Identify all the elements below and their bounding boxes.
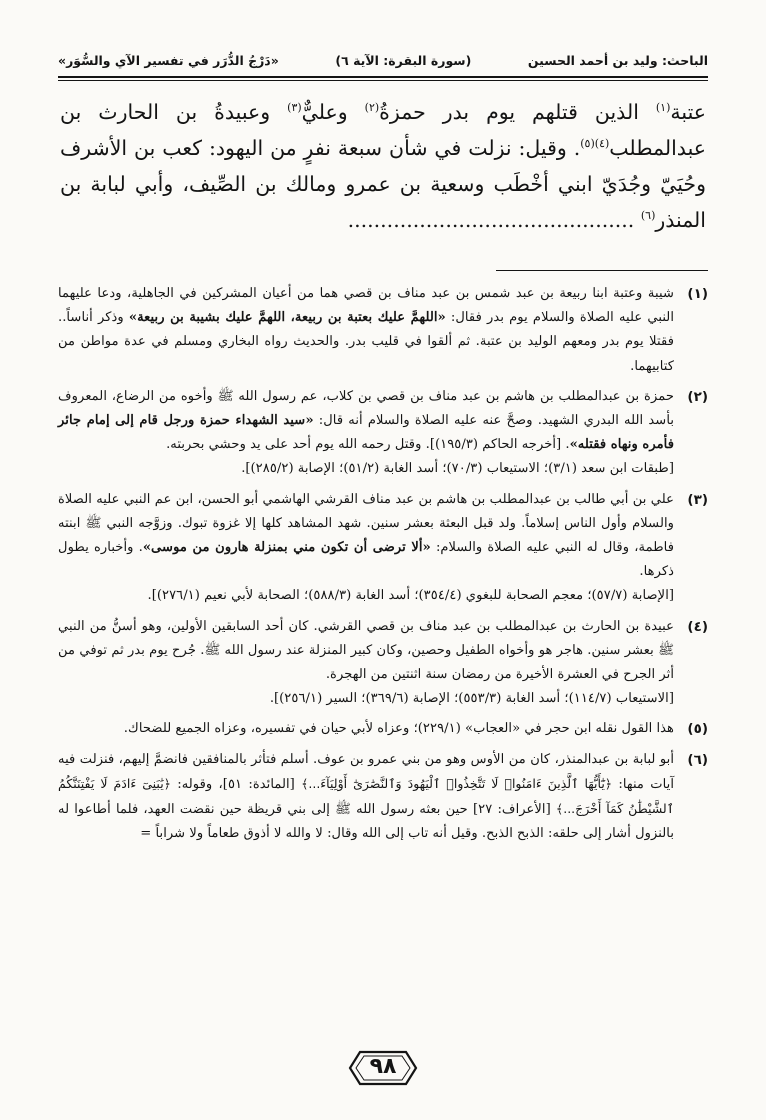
page-number-badge — [346, 1048, 420, 1088]
footnote — [58, 717, 708, 741]
footnote-sources: [الإصابة (٥٧/٧)؛ معجم الصحابة للبغوي (٣٥٤/٤)؛ أسد الغابة (٥٨٨/٣)؛ الصحابة لأبي نعيم (٢٧٦/١)]. — [147, 588, 674, 604]
footnote-number: (١) — [687, 286, 708, 302]
footnote-text: [المائدة: ٥١]، وقوله: — [171, 776, 302, 792]
footnote — [58, 748, 708, 847]
footnote-ref[interactable]: (١) — [655, 101, 671, 115]
footnote-number: (٥) — [687, 721, 708, 738]
footnote-text: . [أخرجه الحاكم (١٩٥/٣)]. وقتل رحمه الله يوم أحد على يد وحشي بحربته. — [166, 437, 570, 453]
hadith-quote: «ألا ترضى أن تكون مني بمنزلة هارون من موسى» — [142, 540, 431, 556]
footnote-text: [الأعراف: ٢٧] حين بعثه رسول الله ﷺ إلى بني قريظة حين نقضت العهد، فلما أطاعوا له بالنزول أشار إلى حلقه: الذبح الذبح. وقيل أنه تاب إلى الله وقال: لا والله لا أذوق طعاماً ولا شراباً = — [58, 802, 674, 842]
footnote — [58, 615, 708, 712]
footnote-body — [58, 748, 674, 847]
footnote-ref[interactable]: (٦) — [640, 209, 656, 223]
footnote-sources: [طبقات ابن سعد (٣/١)؛ الاستيعاب (٧٠/٣)؛ أسد الغابة (٥١/٢)؛ الإصابة (٢٨٥/٢)]. — [241, 461, 674, 477]
footnote-body — [58, 488, 674, 609]
footnote-text: حمزة بن عبدالمطلب بن هاشم بن عبد مناف بن قصي بن كلاب، عم رسول الله ﷺ وأخوه من الرضاع، المعروف بأسد الله البدري الشهيد. وصحَّ عنه عليه الصلاة والسلام أنه قال: — [58, 388, 675, 429]
footnote-text: علي بن أبي طالب بن عبدالمطلب بن هاشم بن عبد مناف القرشي الهاشمي أبو الحسن، ابن عم النبي عليه الصلاة والسلام وأول الناس إسلاماً. ولد قبل البعثة بعشر سنين. شهد المشاهد كلها إلا غزوة تبوك. وزوَّجه النبي ﷺ ابنته فاطمة، وقال له النبي عليه الصلاة والسلام: — [58, 491, 675, 556]
footnote-number: (٦) — [687, 751, 708, 768]
footnote-ref[interactable]: (٣) — [287, 101, 302, 115]
footnote-number: (٢) — [687, 388, 708, 405]
header-author: الباحث: وليد بن أحمد الحسين — [527, 52, 708, 68]
footnote-body — [58, 615, 674, 712]
footnote-number: (٤) — [687, 618, 708, 635]
footnote-body — [58, 385, 674, 482]
footnote-text: هذا القول نقله ابن حجر في «العجاب» (٢٢٩/١)؛ وعزاه لأبي حيان في تفسيره، وعزاه الجميع للضحاك. — [123, 721, 674, 737]
footnote — [58, 488, 708, 609]
continuation-dots: ............................................ — [347, 208, 635, 232]
footnote-text: عبيدة بن الحارث بن عبدالمطلب بن عبد مناف بن قصي القرشي. كان أحد السابقين الأولين، وهو أسنُّ من النبي ﷺ بعشر سنين. هاجر هو وأخواه الطفيل وحصين، وكان كبير المنزلة عند رسول الله ﷺ. جُرح يوم بدر ثم توفي من أثر الجرح في العشرة الأخيرة من رمضان سنة اثنتين من الهجرة. — [58, 618, 674, 683]
quran-verse: ﴿يَٰٓأَيُّهَا ٱلَّذِينَ ءَامَنُوا۟ لَا تَتَّخِذُوا۟ ٱلْيَهُودَ وَٱلنَّصَٰرَىٰٓ أَوْلِيَآءَ...﴾ — [301, 775, 613, 791]
footnote-body — [58, 282, 674, 379]
footnote — [58, 282, 708, 379]
footnote-body — [58, 717, 674, 741]
header-rule — [58, 76, 708, 81]
footnote-text: وذكر أناساً.. فقتلا يوم بدر ومعهم الوليد بن عتبة. ثم ألقوا في قليب بدر. والحديث رواه البخاري ومسلم في عدة مواطن من كتابيهما. — [58, 310, 674, 374]
footnote-rule — [496, 270, 708, 271]
header-book-title: «دَرْجُ الدُّرَر في تفسير الآي والسُّوَر» — [58, 52, 279, 68]
book-page — [58, 36, 708, 1096]
footnote — [58, 385, 708, 482]
quran-verse: ﴿يَٰبَنِىٓ ءَادَمَ لَا يَفْتِنَنَّكُمُ ٱلشَّيْطَٰنُ كَمَآ أَخْرَجَ...﴾ — [58, 775, 675, 817]
footnotes — [58, 282, 708, 852]
hadith-quote: «اللهمَّ عليك بعتبة بن ربيعة، اللهمَّ عليك بشيبة بن ربيعة» — [128, 310, 446, 326]
header-surah: (سورة البقرة: الآية ٦) — [335, 52, 472, 68]
page-number: ٩٨ — [369, 1054, 397, 1079]
footnote-ref[interactable]: (٢) — [364, 101, 380, 115]
footnote-text: . وأخباره يطول ذكرها. — [58, 540, 674, 580]
hadith-quote: «سيد الشهداء حمزة ورجل قام إلى إمام جائر فأمره ونهاه فقتله» — [58, 413, 674, 453]
running-header — [58, 46, 708, 74]
main-text: عتبة$^{(١)}$ الذين قتلهم يوم بدر حمزةُ$^{(٢)}$ وعليٌّ$^{(٣)}$ وعبيدةُ بن الحارث بن عبدالمطلب$^{(٤)(٥)}$. وقيل: نزلت في شأن سبعة نفرٍ من اليهود: كعب بن الأشرف وحُيَيّ وجُدَيّ ابني أخْطَب وسعية بن عمرو ومالك بن الصِّيف، وأبي لبابة بن المنذر$^{(٦)}$ ............................................ — [60, 100, 706, 232]
footnote-text: شيبة وعتبة ابنا ربيعة بن عبد شمس بن عبد مناف بن قصي هما من أعيان المشركين في الجاهلية، ودعا عليهما النبي عليه الصلاة والسلام يوم بدر فقال: — [58, 286, 674, 326]
footnote-ref[interactable]: (٤)(٥) — [580, 137, 610, 151]
footnote-number: (٣) — [687, 491, 708, 508]
footnote-sources: [الاستيعاب (١١٤/٧)؛ أسد الغابة (٥٥٣/٣)؛ الإصابة (٣٦٩/٦)؛ السير (٢٥٦/١)]. — [269, 691, 674, 707]
footnote-text: أبو لبابة بن عبدالمنذر، كان من الأوس وهو من بني عمرو بن عوف. أسلم فتأثر بالمنافقين فانضمَّ إليهم، فنزلت فيه آيات منها: — [58, 751, 675, 792]
